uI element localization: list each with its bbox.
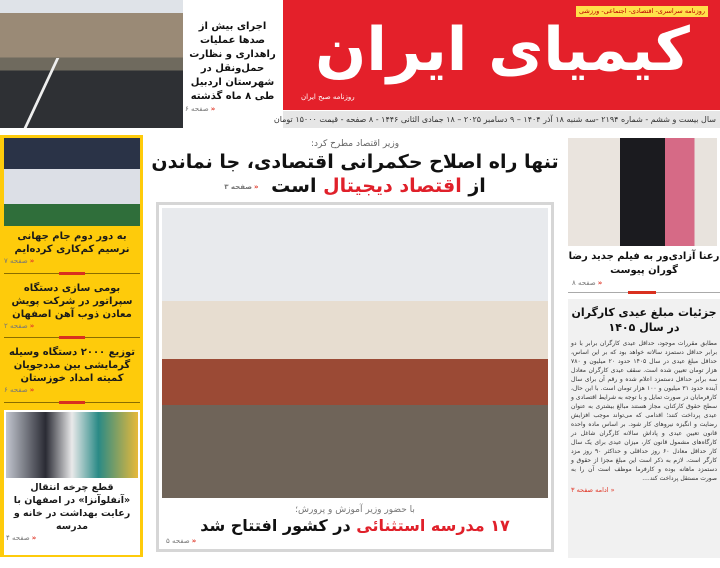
top-left-story xyxy=(185,4,280,130)
page-ref[interactable]: «صفحه ۳ xyxy=(224,182,259,191)
divider xyxy=(4,337,140,338)
photo-story-kicker: با حضور وزیر آموزش و پرورش؛ xyxy=(295,505,415,515)
page-ref[interactable]: «صفحه ۸ xyxy=(572,279,603,287)
yellow-news-list xyxy=(4,230,140,406)
page-ref-label: صفحه ۷ xyxy=(4,257,28,265)
page-ref[interactable]: «صفحه ۶ xyxy=(185,105,216,113)
flu-story-card[interactable] xyxy=(4,410,140,555)
list-item[interactable] xyxy=(4,230,140,266)
headline-part1: تنها راه اصلاح حکمرانی اقتصادی، جا نماندن از xyxy=(151,151,559,197)
main-kicker: وزیر اقتصاد مطرح کرد: xyxy=(310,139,400,149)
issue-info-bar: سال بیست و ششم - شماره ۲۱۹۴ -سه شنبه ۱۸ آذر ۱۴۰۴ – ۹ دسامبر ۲۰۲۵ – ۱۸ جمادی الثانی ۱۴۴۶ - ۸ صفحه - قیمت ۱۵۰۰۰ تومان xyxy=(283,111,720,128)
actress-photo xyxy=(568,138,717,246)
headline-red: ۱۷ مدرسه استثنائی xyxy=(356,516,510,535)
masthead-subtitle: روزنامه صبح ایران xyxy=(301,93,355,101)
item-headline: قطع چرخه انتقال «آنفلوآنزا» در اصفهان با رعایت بهداشت در خانه و مدرسه xyxy=(13,482,131,532)
page-ref-label: صفحه ۳ xyxy=(224,182,252,191)
page-ref[interactable]: «صفحه ۶ xyxy=(4,386,35,395)
photo-story-frame xyxy=(156,202,554,552)
page-ref[interactable]: «صفحه ۲ xyxy=(4,321,35,330)
page-ref[interactable]: «صفحه ۷ xyxy=(4,257,35,265)
headline-part2: است xyxy=(271,175,317,197)
right-column xyxy=(568,138,720,558)
main-column xyxy=(150,138,560,552)
main-headline[interactable] xyxy=(150,150,560,198)
football-team-photo xyxy=(4,138,140,226)
page-ref-label: صفحه ۵ xyxy=(166,537,190,545)
page-ref-label: صفحه ۶ xyxy=(4,386,28,395)
item-headline: توزیع ۲۰۰۰ دستگاه وسیله گرمایشی بین مددجویان کمیته امداد خوزستان xyxy=(8,347,136,385)
flu-photo xyxy=(6,412,138,478)
page-ref-label: صفحه ۴ xyxy=(6,534,30,542)
list-item[interactable] xyxy=(4,282,140,331)
headline-red: اقتصاد دیجیتال xyxy=(323,175,462,197)
school-photo xyxy=(162,208,548,498)
page-ref[interactable]: «صفحه ۴ xyxy=(6,534,37,542)
page-ref-label: صفحه ۲ xyxy=(4,321,28,330)
headline-rest: در کشور افتتاح شد xyxy=(200,516,351,535)
road-photo xyxy=(0,0,183,128)
page-ref-label: صفحه ۶ xyxy=(185,105,209,113)
bonus-article-body: مطابق مقررات موجود، حداقل عیدی کارگران برابر با دو برابر حداقل دستمزد سالانه خواهد بود که بر این اساس، حداقل مبلغ عیدی در سال ۱۴۰۵ حدود ۲۰ میلیون و ۷۸۰ هزار تومان تعیین شده است. سقف عیدی کارگران معادل سه برابر حداقل دستمزد اعلام شده و رقم آن برای سال آینده حدود ۳۱ میلیون و ۱۰۰ هزار تومان است. با این حال، کارفرمایان در صورت تمایل و با توجه به شرایط اقتصادی و سطح حقوق کارکنان، مجاز هستند مبالغ بیشتری به عنوان عیدی پرداخت کنند؛ اقدامی که می‌تواند موجب افزایش رضایت و انگیزه نیروهای کار شود. بر اساس ماده واحده قانون تعیین عیدی و پاداش سالانه کارگران شاغل در کارگاه‌های مشمول قانون کار، میزان عیدی برای یک سال کار حداقل معادل ۶۰ روز حداقلی و حداکثر ۹۰ روز مزد کارگر است. لازم به ذکر است این مبلغ مجزا از حقوق و دستمزد ماهانه بوده و کارفرما موظف است آن را به صورت مستقل پرداخت کند.... xyxy=(571,340,718,482)
continued-label: ادامه صفحه ۳ xyxy=(571,486,609,494)
bonus-article-box xyxy=(568,299,720,558)
continued-link[interactable]: « ادامه صفحه ۳ xyxy=(571,486,615,494)
masthead-tagline: روزنامه سراسری- اقتصادی- اجتماعی- ورزشی xyxy=(576,6,708,17)
item-headline: بومی سازی دستگاه سپراتور در شرکت پویش معادن ذوب آهن اصفهان xyxy=(11,282,133,320)
top-left-headline[interactable]: اجرای بیش از صدها عملیات راهداری و نظارت حمل‌ونقل در شهرستان اردبیل طی ۸ ماه گذشته xyxy=(189,21,276,102)
divider xyxy=(4,402,140,403)
bonus-article-headline[interactable]: جزئیات مبلغ عیدی کارگران در سال ۱۴۰۵ xyxy=(571,306,717,334)
page-ref-label: صفحه ۸ xyxy=(572,279,596,287)
divider xyxy=(568,292,720,293)
page-ref[interactable]: «صفحه ۵ xyxy=(166,537,197,545)
newspaper-logo: کیمیای ایران xyxy=(315,15,690,85)
item-headline: به دور دوم جام جهانی نرسیم کم‌کاری کرده‌ایم xyxy=(14,231,130,255)
right-headline[interactable]: رعنا آزادی‌ور به فیلم جدید رضا گوران پیوست xyxy=(568,251,720,276)
list-item[interactable] xyxy=(4,346,140,395)
photo-story-headline[interactable] xyxy=(162,516,548,536)
divider xyxy=(4,273,140,274)
